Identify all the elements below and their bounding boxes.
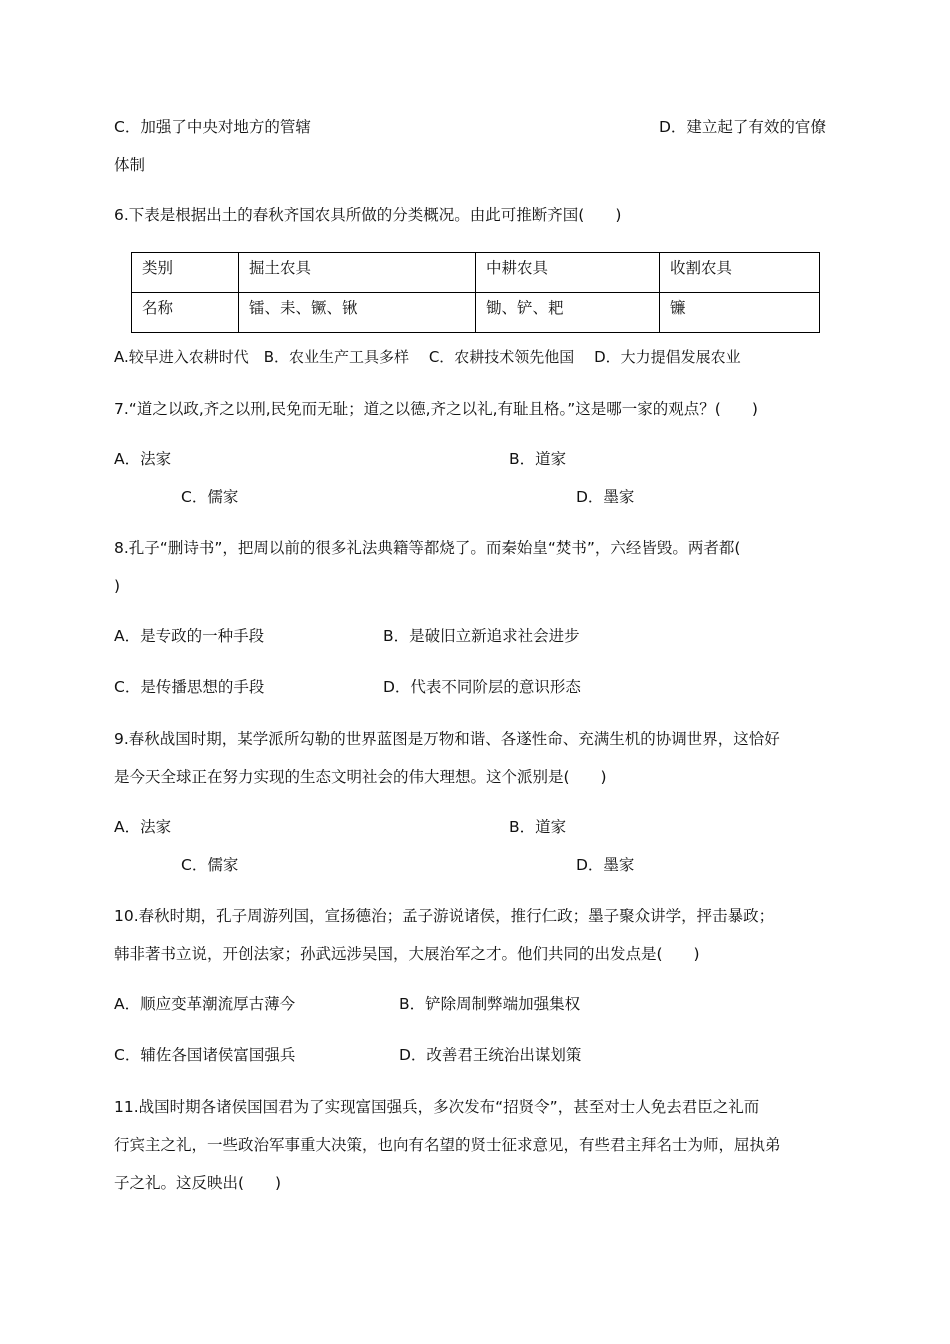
table-cell: 掘土农具: [239, 253, 476, 293]
q7-option-a: A．法家: [114, 450, 172, 468]
q7-option-b: B．道家: [509, 450, 567, 468]
q10-stem-line1: 10.春秋时期，孔子周游列国，宣扬德治；孟子游说诸侯，推行仁政；墨子聚众讲学，抨击暴政；: [114, 907, 775, 925]
table-cell: 收割农具: [660, 253, 820, 293]
table-cell: 镰: [660, 293, 820, 333]
q6-options: A.较早进入农耕时代 B．农业生产工具多样 C．农耕技术领先他国 D．大力提倡发展农业: [114, 348, 741, 366]
q11-stem-line1: 11.战国时期各诸侯国国君为了实现富国强兵，多次发布“招贤令”，甚至对士人免去君臣之礼而: [114, 1098, 760, 1116]
q8-option-c: C．是传播思想的手段: [114, 678, 265, 696]
q9-stem-line2: 是今天全球正在努力实现的生态文明社会的伟大理想。这个派别是( ): [114, 768, 607, 786]
q10-stem-line2: 韩非著书立说，开创法家；孙武远涉吴国，大展治军之才。他们共同的出发点是( ): [114, 945, 700, 963]
q5-option-d-cont: 体制: [114, 156, 146, 174]
q8-option-d: D．代表不同阶层的意识形态: [383, 678, 581, 696]
q8-option-b: B．是破旧立新追求社会进步: [383, 627, 580, 645]
q9-option-b: B．道家: [509, 818, 567, 836]
q8-option-a: A．是专政的一种手段: [114, 627, 265, 645]
table-cell: 中耕农具: [476, 253, 660, 293]
q8-stem: 8.孔子“删诗书”，把周以前的很多礼法典籍等都烧了。而秦始皇“焚书”，六经皆毁。两者都(: [114, 539, 741, 557]
q10-option-a: A．顺应变革潮流厚古薄今: [114, 995, 296, 1013]
q10-option-d: D．改善君王统治出谋划策: [399, 1046, 582, 1064]
q5-option-d: D．建立起了有效的官僚: [659, 118, 826, 136]
q9-option-c: C．儒家: [181, 856, 239, 874]
table-cell: 锄、铲、耙: [476, 293, 660, 333]
q7-stem: 7.“道之以政,齐之以刑,民免而无耻；道之以德,齐之以礼,有耻且格。”这是哪一家的观点？( ): [114, 400, 758, 418]
table-cell: 镭、耒、镢、锹: [239, 293, 476, 333]
q7-option-c: C．儒家: [181, 488, 239, 506]
q10-option-b: B．铲除周制弊端加强集权: [399, 995, 581, 1013]
table-cell: 类别: [132, 253, 239, 293]
q7-option-d: D．墨家: [576, 488, 635, 506]
q6-stem: 6.下表是根据出土的春秋齐国农具所做的分类概况。由此可推断齐国( ): [114, 206, 622, 224]
q9-option-a: A．法家: [114, 818, 172, 836]
q10-option-c: C．辅佐各国诸侯富国强兵: [114, 1046, 296, 1064]
table-cell: 名称: [132, 293, 239, 333]
q11-stem-line2: 行宾主之礼，一些政治军事重大决策，也向有名望的贤士征求意见，有些君主拜名士为师，屈执弟: [114, 1136, 781, 1154]
q11-stem-line3: 子之礼。这反映出( ): [114, 1174, 282, 1192]
q6-table: [131, 252, 820, 333]
q8-stem-cont: ): [114, 577, 121, 595]
q5-option-c: C．加强了中央对地方的管辖: [114, 118, 311, 136]
table-row: [132, 293, 820, 333]
table-row: [132, 253, 820, 293]
q9-option-d: D．墨家: [576, 856, 635, 874]
q9-stem-line1: 9.春秋战国时期，某学派所勾勒的世界蓝图是万物和谐、各遂性命、充满生机的协调世界，这恰好: [114, 730, 780, 748]
